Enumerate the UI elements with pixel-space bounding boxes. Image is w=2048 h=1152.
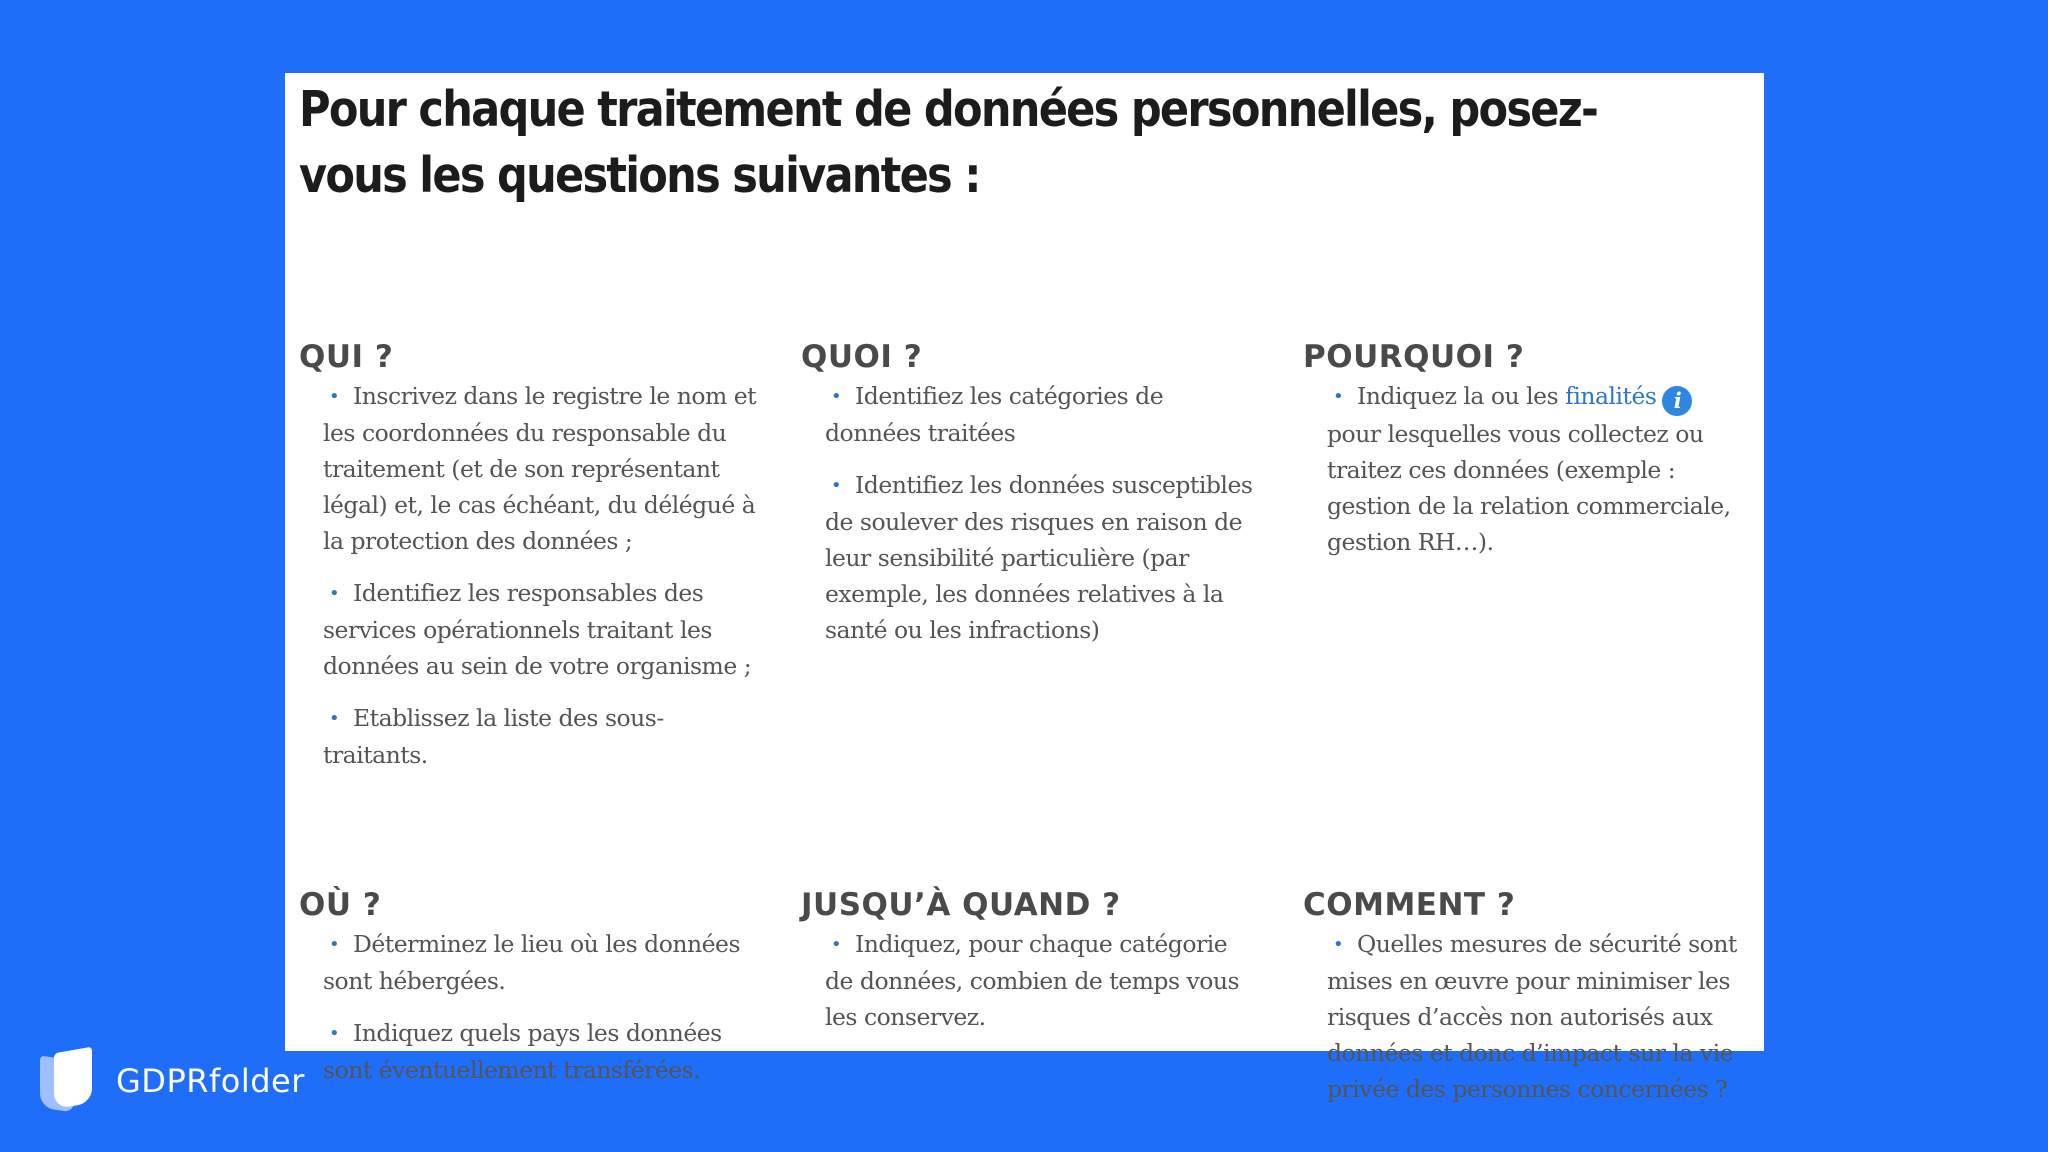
bullet-icon: • (329, 708, 340, 729)
bullet-icon: • (1333, 934, 1344, 955)
bullet-icon: • (329, 583, 340, 604)
section-heading: QUI ? (299, 339, 394, 375)
item-list (801, 926, 1261, 1035)
folder-shield-icon (40, 1048, 94, 1114)
bullet-icon: • (329, 1023, 340, 1044)
list-item (323, 1015, 759, 1088)
section-comment (1303, 886, 1743, 1123)
list-item (323, 926, 759, 999)
list-item (323, 575, 759, 684)
item-list (299, 926, 759, 1088)
bullet-icon: • (1333, 386, 1344, 407)
bullet-icon: • (329, 934, 340, 955)
item-text: Identifiez les catégories de données traitées (825, 382, 1164, 447)
item-text: Etablissez la liste des sous-traitants. (323, 704, 664, 769)
section-heading: POURQUOI ? (1303, 339, 1525, 375)
section-heading: JUSQU’À QUAND ? (801, 887, 1121, 923)
list-item (1327, 378, 1743, 560)
item-text: Quelles mesures de sécurité sont mises en œuvre pour minimiser les risques d’accès non autorisés aux données et donc d’impact sur la vie privée des personnes concernées ? (1327, 930, 1737, 1103)
item-list (1303, 926, 1743, 1107)
bullet-icon: • (329, 386, 340, 407)
item-list (1303, 378, 1743, 560)
item-text: Indiquez quels pays les données sont éventuellement transférées. (323, 1019, 722, 1084)
list-item (825, 378, 1261, 451)
list-item (323, 700, 759, 773)
section-qui (299, 338, 759, 789)
section-quoi (801, 338, 1261, 664)
section-ou (299, 886, 759, 1104)
item-text: Identifiez les données susceptibles de soulever des risques en raison de leur sensibilité particulière (par exemple, les données relatives à la santé ou les infractions) (825, 471, 1253, 644)
info-icon[interactable]: i (1662, 386, 1692, 416)
item-list (801, 378, 1261, 648)
bullet-icon: • (831, 934, 842, 955)
item-text-prefix: Indiquez la ou les (1357, 382, 1566, 410)
section-pourquoi (1303, 338, 1743, 576)
brand-name: GDPRfolder (116, 1062, 305, 1100)
page-title: Pour chaque traitement de données personnelles, posez-vous les questions suivantes : (299, 81, 1598, 204)
item-list (299, 378, 759, 773)
item-text: Indiquez, pour chaque catégorie de données, combien de temps vous les conservez. (825, 930, 1240, 1031)
bullet-icon: • (831, 386, 842, 407)
finalites-link[interactable]: finalités (1565, 382, 1657, 410)
item-text: Inscrivez dans le registre le nom et les coordonnées du responsable du traitement (et de son représentant légal) et, le cas échéant, du délégué à la protection des données ; (323, 382, 757, 555)
section-heading: COMMENT ? (1303, 887, 1516, 923)
section-heading: OÙ ? (299, 887, 382, 923)
list-item (323, 378, 759, 559)
section-jusqua-quand (801, 886, 1261, 1051)
bullet-icon: • (831, 475, 842, 496)
item-text: Déterminez le lieu où les données sont hébergées. (323, 930, 741, 995)
list-item (1327, 926, 1743, 1107)
list-item (825, 467, 1261, 648)
content-card (285, 73, 1764, 1103)
item-text: Identifiez les responsables des services opérationnels traitant les données au sein de votre organisme ; (323, 579, 752, 680)
list-item (825, 926, 1261, 1035)
item-text-suffix: pour lesquelles vous collectez ou traitez ces données (exemple : gestion de la relation commerciale, gestion RH…). (1327, 420, 1731, 556)
section-heading: QUOI ? (801, 339, 923, 375)
brand (40, 1048, 305, 1114)
